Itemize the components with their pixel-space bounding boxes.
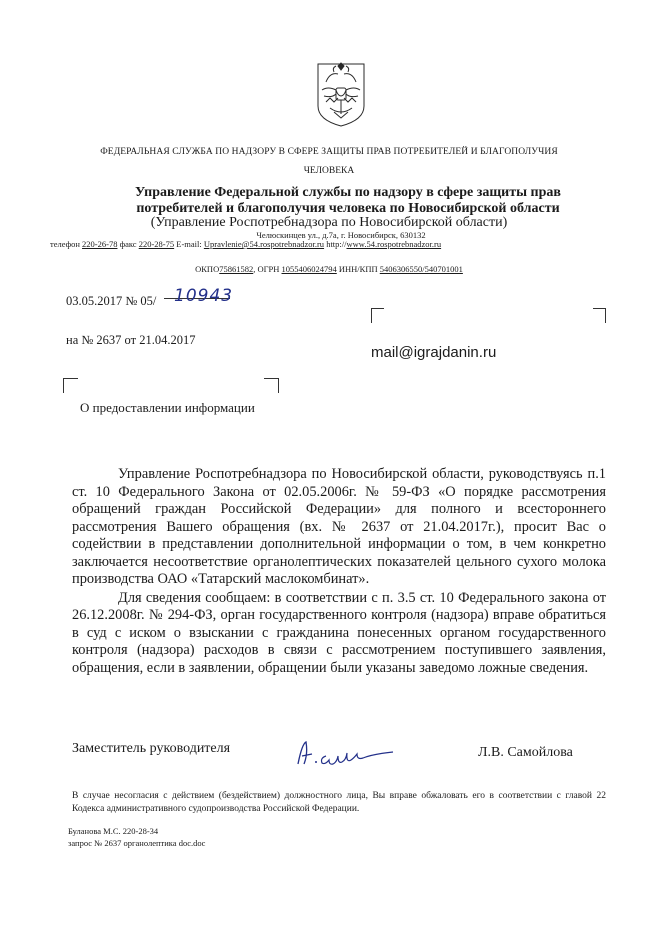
phone-number: 220-26-78 bbox=[82, 239, 118, 249]
ogrn-value: 1055406024794 bbox=[281, 264, 337, 274]
body-paragraph-1: Управление Роспотребнадзора по Новосибирской области, руководствуясь п.1 ст. 10 Федерального Закона от 02.05.2006г. № 59-ФЗ «О порядке рассмотрения обращений граждан Российской Федерации» для полного и всестороннего рассмотрения Вашего обращения (вх. № 2637 от 21.04.2017г.), просит Вас о содействии в представлении дополнительной информации о том, в чем конкретно заключается несоответствие органолептических показателей цельного сухого молока производства ОАО «Татарский маслокомбинат». bbox=[72, 466, 606, 587]
signer-position: Заместитель руководителя bbox=[72, 741, 231, 756]
okpo-label: ОКПО bbox=[195, 264, 220, 274]
email-label: E-mail: bbox=[176, 239, 202, 249]
fax-number: 220-28-75 bbox=[138, 239, 175, 249]
agency-name-line1: ФЕДЕРАЛЬНАЯ СЛУЖБА ПО НАДЗОРУ В СФЕРЕ ЗАЩИТЫ ПРАВ ПОТРЕБИТЕЛЕЙ И БЛАГОПОЛУЧИЯ bbox=[100, 147, 558, 157]
recipient-email: mail@igrajdanin.ru bbox=[371, 344, 497, 361]
fax-label: факс bbox=[119, 239, 137, 249]
contact-line bbox=[50, 239, 610, 249]
subject-bracket-right bbox=[264, 378, 279, 393]
okpo-value: 75861582 bbox=[219, 264, 254, 274]
signer-name: Л.В. Самойлова bbox=[478, 745, 573, 760]
email-link[interactable]: Upravlenie@54.rospotrebnadzor.ru bbox=[203, 239, 325, 249]
file-reference: запрос № 2637 органолептика doc.doc bbox=[68, 838, 206, 848]
ogrn-label: ОГРН bbox=[257, 264, 280, 274]
reply-reference: на № 2637 от 21.04.2017 bbox=[66, 333, 196, 347]
phone-label: телефон bbox=[50, 239, 80, 249]
inn-value: 5406306550/540701001 bbox=[379, 264, 463, 274]
inn-label: ИНН/КПП bbox=[338, 264, 378, 274]
recipient-bracket-left bbox=[371, 308, 384, 323]
recipient-bracket-right bbox=[593, 308, 606, 323]
org-short-name: (Управление Роспотребнадзора по Новосибирской области) bbox=[150, 215, 508, 230]
handwritten-number: 10943 bbox=[174, 286, 234, 306]
agency-name-line2: ЧЕЛОВЕКА bbox=[303, 166, 355, 176]
subject-line: О предоставлении информации bbox=[80, 400, 255, 415]
registration-ids: ОКПО75861582, ОГРН 1055406024794 ИНН/КПП 5406306550/540701001 bbox=[195, 264, 463, 274]
letter-body bbox=[72, 466, 606, 677]
org-address: Челюскинцев ул., д.7а, г. Новосибирск, 630132 bbox=[256, 230, 426, 240]
web-link[interactable]: www.54.rospotrebnadzor.ru bbox=[346, 239, 442, 249]
subject-bracket-left bbox=[63, 378, 78, 393]
handwritten-signature-icon bbox=[290, 730, 420, 770]
appeal-notice: В случае несогласия с действием (бездействием) должностного лица, Вы вправе обжаловать его в соответствии с главой 22 Кодекса административного судопроизводства Российской Федерации. bbox=[72, 791, 606, 814]
web-label: http:// bbox=[326, 239, 347, 249]
org-name-line1: Управление Федеральной службы по надзору в сфере защиты прав bbox=[135, 185, 561, 200]
org-name-line2: потребителей и благополучия человека по Новосибирской области bbox=[136, 201, 560, 216]
document-date-number: 03.05.2017 № 05/ bbox=[66, 294, 157, 308]
body-paragraph-2: Для сведения сообщаем: в соответствии с п. 3.5 ст. 10 Федерального закона от 26.12.2008г. № 294-ФЗ, орган государственного контроля (надзора) вправе обратиться в суд с иском о взыскании с гражданина понесенных органом государственного контроля (надзора) расходов в связи с рассмотрением поступившего заявления, обращения, если в заявлении, обращении были указаны заведомо ложные сведения. bbox=[72, 589, 606, 676]
executor-info: Буланова М.С. 220-28-34 bbox=[68, 826, 159, 836]
coat-of-arms-icon bbox=[312, 60, 370, 128]
